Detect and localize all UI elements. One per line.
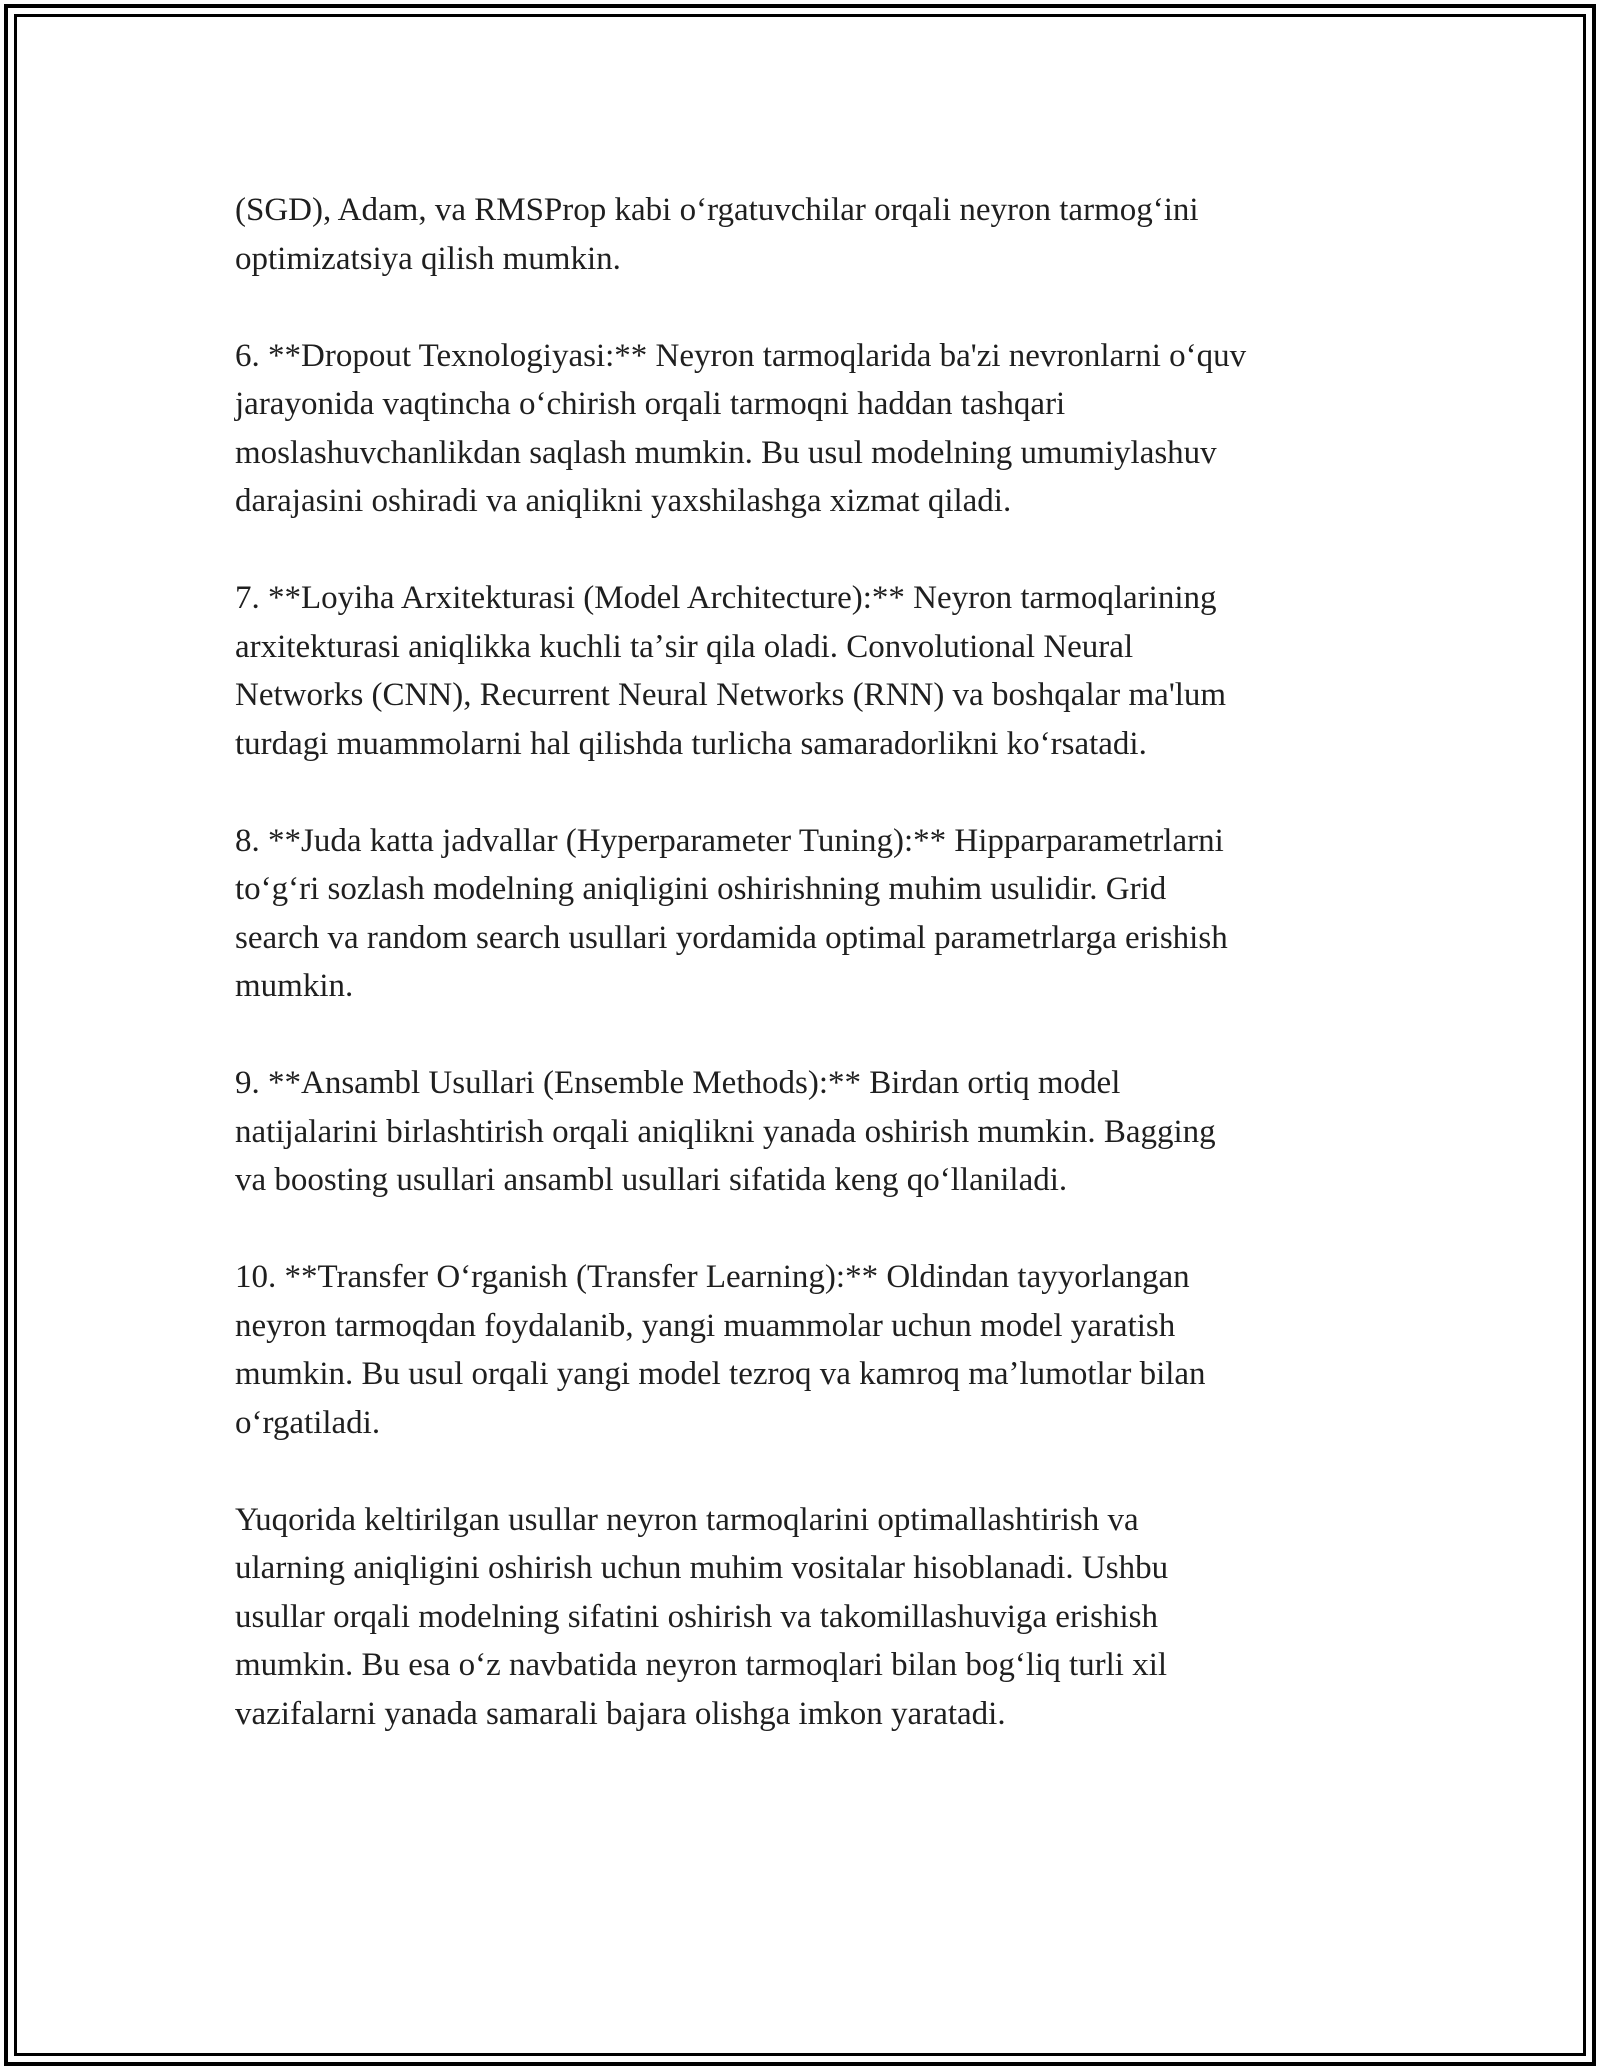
paragraph-conclusion: Yuqorida keltirilgan usullar neyron tarmoqlarini optimallashtirish va ularning aniqligini oshirish uchun muhim vositalar hisoblanadi. Ushbu usullar orqali modelning sifatini oshirish va takomillashuviga erishish mumkin. Bu esa oʻz navbatida neyron tarmoqlari bilan bogʻliq turli xil vazifalarni yanada samarali bajara olishga imkon yaratadi. — [235, 1501, 1169, 1732]
paragraph-sgd-continuation: (SGD), Adam, va RMSProp kabi oʻrgatuvchilar orqali neyron tarmogʻini optimizatsiya qilish mumkin. — [235, 192, 1199, 277]
paragraph-hyperparameter-tuning: 8. **Juda katta jadvallar (Hyperparameter Tuning):** Hipparparametrlarni toʻgʻri sozlash modelning aniqligini oshirishning muhim usulidir. Grid search va random search usullari yordamida optimal parametrlarga erishish mumkin. — [235, 822, 1228, 1004]
document-body — [235, 186, 1395, 1787]
paragraph-dropout: 6. **Dropout Texnologiyasi:** Neyron tarmoqlarida ba'zi nevronlarni oʻquv jarayonida vaqtincha oʻchirish orqali tarmoqni haddan tashqari moslashuvchanlikdan saqlash mumkin. Bu usul modelning umumiylashuv darajasini oshiradi va aniqlikni yaxshilashga xizmat qiladi. — [235, 337, 1247, 519]
paragraph-model-architecture: 7. **Loyiha Arxitekturasi (Model Architecture):** Neyron tarmoqlarining arxitekturasi aniqlikka kuchli taʼsir qila oladi. Convolutional Neural Networks (CNN), Recurrent Neural Networks (RNN) va boshqalar ma'lum turdagi muammolarni hal qilishda turlicha samaradorlikni koʻrsatadi. — [235, 580, 1227, 762]
paragraph-ensemble-methods: 9. **Ansambl Usullari (Ensemble Methods):** Birdan ortiq model natijalarini birlashtirish orqali aniqlikni yanada oshirish mumkin. Bagging va boosting usullari ansambl usullari sifatida keng qoʻllaniladi. — [235, 1065, 1216, 1198]
paragraph-transfer-learning: 10. **Transfer Oʻrganish (Transfer Learning):** Oldindan tayyorlangan neyron tarmoqdan foydalanib, yangi muammolar uchun model yaratish mumkin. Bu usul orqali yangi model tezroq va kamroq maʼlumotlar bilan oʻrgatiladi. — [235, 1259, 1206, 1441]
